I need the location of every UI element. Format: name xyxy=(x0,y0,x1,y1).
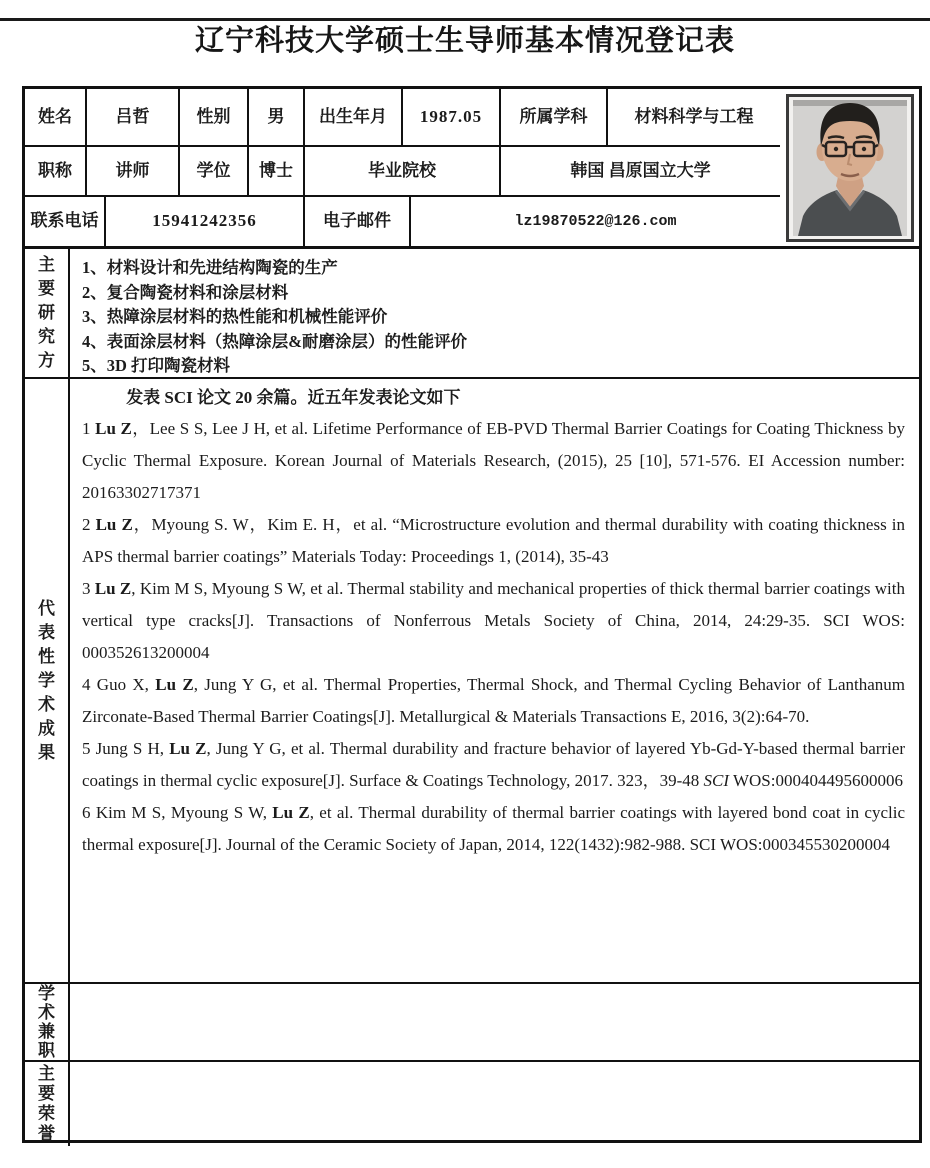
positions-label-cell xyxy=(25,984,70,1060)
paper-entry: 2 Lu Z，Myoung S. W，Kim E. H，et al. “Microstructure evolution and thermal durability with coating thickness in APS thermal barrier coatings” Materials Today: Proceedings 1, (2014), 35-43 xyxy=(82,515,905,566)
birth-value: 1987.05 xyxy=(403,89,501,145)
paper-entry: 4 Guo X, Lu Z, Jung Y G, et al. Thermal Properties, Thermal Shock, and Thermal Cycling Behavior of Lanthanum Zirconate-Based Thermal Barrier Coatings[J]. Metallurgical & Materials Transactions E, 2016, 3(2):64-70. xyxy=(82,675,905,726)
research-items xyxy=(70,249,919,377)
school-value: 韩国 昌原国立大学 xyxy=(570,160,711,180)
portrait-photo-icon xyxy=(786,94,914,242)
achievements-label: 代表性学术成果 xyxy=(38,598,55,762)
name-label: 姓名 xyxy=(25,89,87,145)
research-label-cell xyxy=(25,249,70,377)
honors-label-cell xyxy=(25,1062,70,1146)
section-research xyxy=(25,249,919,379)
birth-label: 出生年月 xyxy=(305,89,403,145)
info-grid xyxy=(25,89,780,246)
achievements-content xyxy=(70,379,919,982)
email-label: 电子邮件 xyxy=(305,197,411,246)
discipline-label: 所属学科 xyxy=(501,89,608,145)
top-rule xyxy=(0,18,930,21)
honors-label: 主要荣誉 xyxy=(38,1064,55,1143)
degree-label: 学位 xyxy=(180,147,249,195)
section-honors xyxy=(25,1062,919,1146)
research-label: 主要研究方 xyxy=(38,255,55,370)
phone-label: 联系电话 xyxy=(25,197,106,246)
info-block xyxy=(25,89,919,249)
research-item: 3、热障涂层材料的热性能和机械性能评价 xyxy=(82,307,388,326)
info-row-1 xyxy=(25,89,780,147)
paper-entry: 6 Kim M S, Myoung S W, Lu Z, et al. Thermal durability of thermal barrier coatings with layered bond coat in cyclic thermal exposure[J]. Journal of the Ceramic Society of Japan, 2014, 122(1432):982-988. SCI WOS:000345530200004 xyxy=(82,803,905,854)
photo-cell xyxy=(780,89,919,246)
info-row-2 xyxy=(25,147,780,197)
section-achievements xyxy=(25,379,919,984)
paper-entry: 3 Lu Z, Kim M S, Myoung S W, et al. Thermal stability and mechanical properties of thick thermal barrier coatings with vertical type cracks[J]. Transactions of Nonferrous Metals Society of China, 2014, 24:29-35. SCI WOS: 000352613200004 xyxy=(82,579,905,662)
degree-value: 博士 xyxy=(249,147,305,195)
paper-entry: 1 Lu Z，Lee S S, Lee J H, et al. Lifetime Performance of EB-PVD Thermal Barrier Coatings for Coating Thickness by Cyclic Thermal Exposure. Korean Journal of Materials Research, (2015), 25 [10], 571-576. EI Accession number: 20163302717371 xyxy=(82,419,905,502)
school-label: 毕业院校 xyxy=(305,147,501,195)
gender-value: 男 xyxy=(249,89,305,145)
registration-form xyxy=(22,86,922,1143)
info-row-3 xyxy=(25,197,780,246)
research-item: 5、3D 打印陶瓷材料 xyxy=(82,356,231,375)
phone-value: 15941242356 xyxy=(106,197,305,246)
positions-content xyxy=(70,984,919,1060)
name-value: 吕哲 xyxy=(87,89,180,145)
research-item: 4、表面涂层材料（热障涂层&耐磨涂层）的性能评价 xyxy=(82,331,467,351)
title-value: 讲师 xyxy=(87,147,180,195)
papers-list xyxy=(82,413,905,861)
achievements-header: 发表 SCI 论文 20 余篇。近五年发表论文如下 xyxy=(126,388,461,407)
gender-label: 性别 xyxy=(180,89,249,145)
honors-content xyxy=(70,1062,919,1146)
section-positions xyxy=(25,984,919,1062)
email-value: lz19870522@126.com xyxy=(514,212,677,230)
achievements-label-cell xyxy=(25,379,70,982)
paper-entry: 5 Jung S H, Lu Z, Jung Y G, et al. Thermal durability and fracture behavior of layered Yb-Gd-Y-based thermal barrier coatings in thermal cyclic exposure[J]. Surface & Coatings Technology, 2017. 323，39-48 SCI WOS:000404495600006 xyxy=(82,739,905,790)
research-item: 2、复合陶瓷材料和涂层材料 xyxy=(82,282,289,302)
title-label: 职称 xyxy=(25,147,87,195)
research-item: 1、材料设计和先进结构陶瓷的生产 xyxy=(82,258,338,277)
page-title: 辽宁科技大学硕士生导师基本情况登记表 xyxy=(194,25,735,57)
discipline-value: 材料科学与工程 xyxy=(634,106,754,126)
positions-label: 学术兼职 xyxy=(38,984,55,1060)
